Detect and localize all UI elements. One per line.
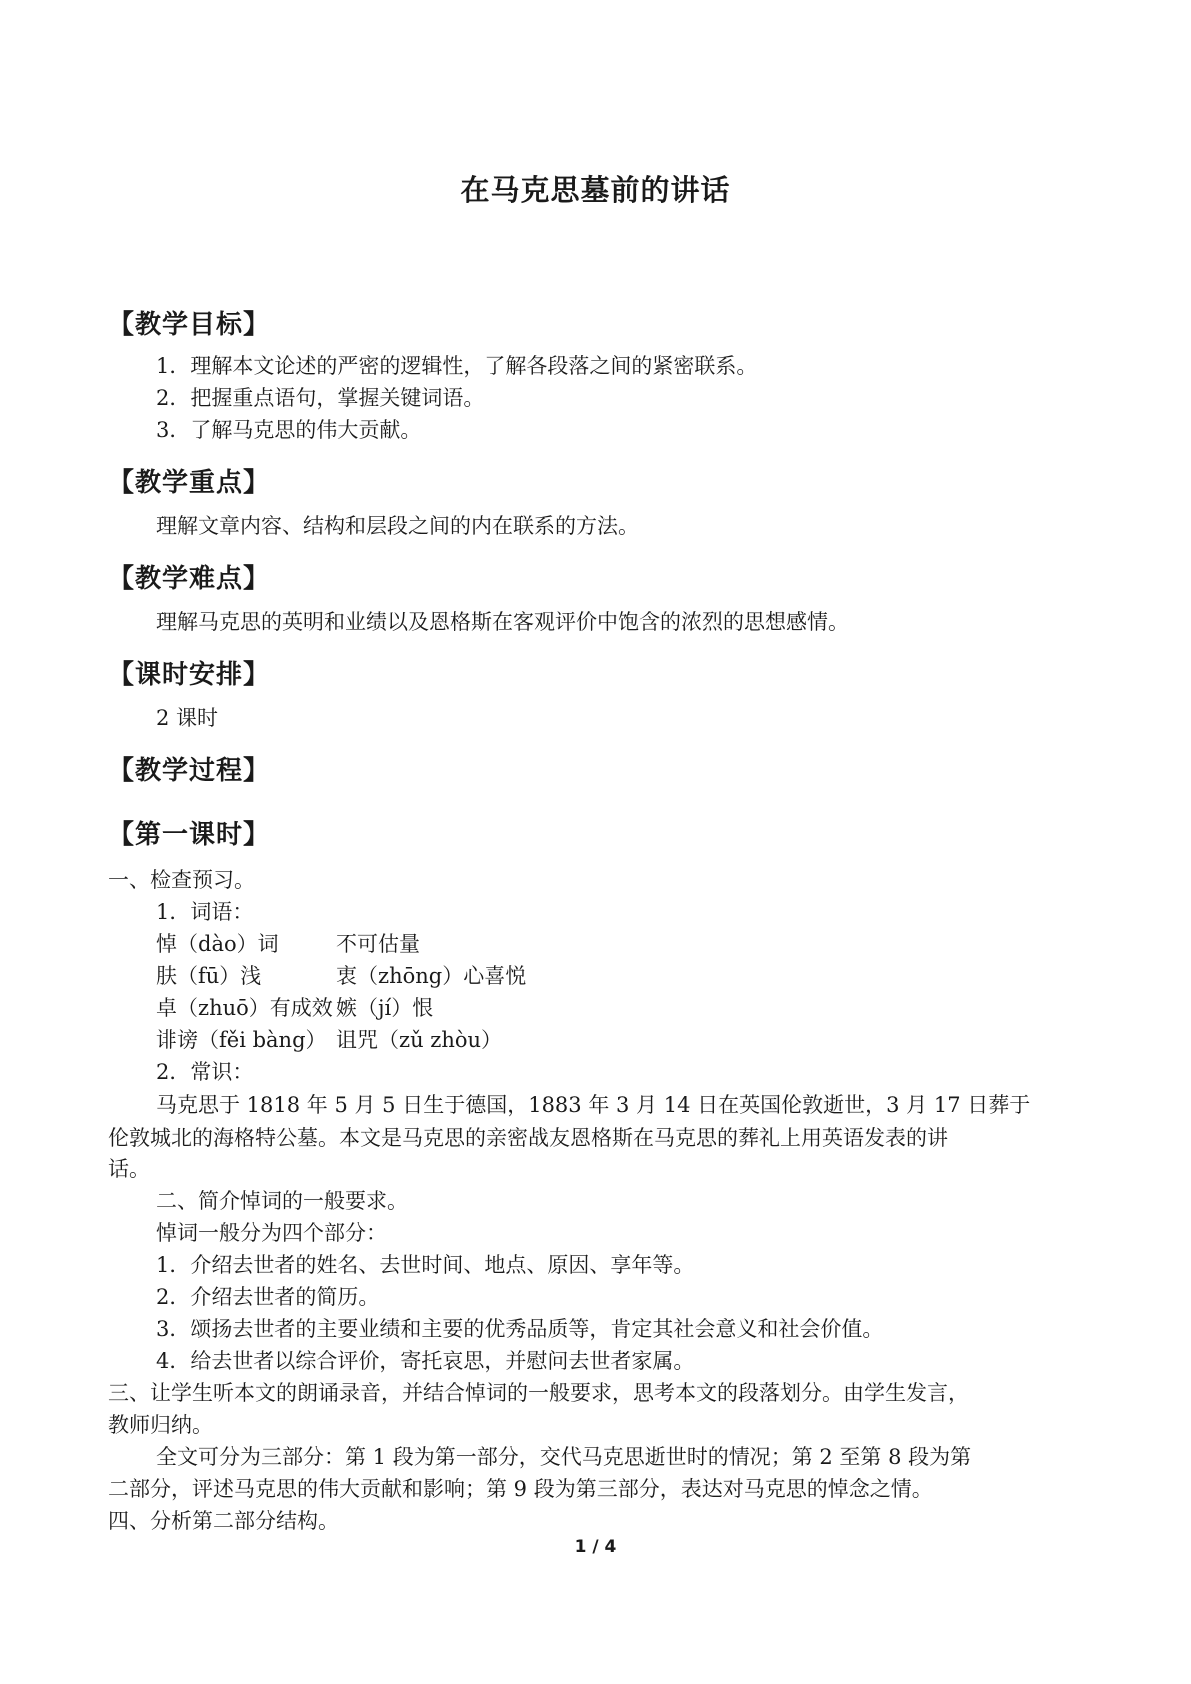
eulogy-part: 1．介绍去世者的姓名、去世时间、地点、原因、享年等。 — [156, 1253, 695, 1277]
goal-item: 3．了解马克思的伟大贡献。 — [156, 418, 422, 442]
vocab-label: 1．词语： — [156, 900, 254, 924]
division-line: 全文可分为三部分：第 1 段为第一部分，交代马克思逝世时的情况；第 2 至第 8 段为第 — [156, 1445, 972, 1469]
vocab-word: 诽谤（fěi bàng） — [156, 1028, 327, 1052]
section-two-heading: 二、简介悼词的一般要求。 — [156, 1189, 408, 1213]
common-text-line: 伦敦城北的海格特公墓。本文是马克思的亲密战友恩格斯在马克思的葬礼上用英语发表的讲 — [108, 1126, 948, 1150]
eulogy-intro: 悼词一般分为四个部分： — [156, 1221, 387, 1245]
section-three-line: 三、让学生听本文的朗诵录音，并结合悼词的一般要求，思考本文的段落划分。由学生发言， — [108, 1381, 969, 1405]
eulogy-part: 4．给去世者以综合评价，寄托哀思，并慰问去世者家属。 — [156, 1349, 695, 1373]
vocab-word: 嫉（jí）恨 — [336, 996, 434, 1020]
page-number: 1 / 4 — [574, 1537, 617, 1557]
difficulty-text: 理解马克思的英明和业绩以及恩格斯在客观评价中饱含的浓烈的思想感情。 — [156, 610, 849, 634]
schedule-text: 2 课时 — [156, 706, 219, 730]
heading-teaching-difficulty: 【教学难点】 — [108, 564, 271, 594]
vocab-word: 悼（dào）词 — [156, 932, 279, 956]
section-four-heading: 四、分析第二部分结构。 — [108, 1509, 339, 1533]
goal-item: 1．理解本文论述的严密的逻辑性，了解各段落之间的紧密联系。 — [156, 354, 758, 378]
heading-lesson-one: 【第一课时】 — [108, 820, 271, 850]
vocab-row — [156, 994, 433, 1022]
heading-teaching-process: 【教学过程】 — [108, 756, 271, 786]
common-label: 2．常识： — [156, 1060, 254, 1084]
division-line: 二部分，评述马克思的伟大贡献和影响；第 9 段为第三部分，表达对马克思的悼念之情。 — [108, 1477, 933, 1501]
section-one-heading: 一、检查预习。 — [108, 868, 255, 892]
section-three-line: 教师归纳。 — [108, 1413, 213, 1437]
heading-teaching-key: 【教学重点】 — [108, 468, 271, 498]
vocab-word: 衷（zhōng）心喜悦 — [336, 964, 527, 988]
key-text: 理解文章内容、结构和层段之间的内在联系的方法。 — [156, 514, 639, 538]
document-title: 在马克思墓前的讲话 — [460, 173, 731, 207]
heading-schedule: 【课时安排】 — [108, 660, 271, 690]
vocab-row — [156, 962, 526, 990]
common-text-line: 马克思于 1818 年 5 月 5 日生于德国，1883 年 3 月 14 日在英国伦敦逝世，3 月 17 日葬于 — [156, 1093, 1031, 1117]
vocab-word: 卓（zhuō）有成效 — [156, 996, 333, 1020]
heading-teaching-goals: 【教学目标】 — [108, 310, 271, 340]
eulogy-part: 2．介绍去世者的简历。 — [156, 1285, 380, 1309]
vocab-word: 不可估量 — [336, 932, 420, 956]
eulogy-part: 3．颂扬去世者的主要业绩和主要的优秀品质等，肯定其社会意义和社会价值。 — [156, 1317, 884, 1341]
vocab-row — [156, 930, 420, 958]
vocab-word: 诅咒（zǔ zhòu） — [336, 1028, 503, 1052]
common-text-line: 话。 — [108, 1157, 150, 1181]
goal-item: 2．把握重点语句，掌握关键词语。 — [156, 386, 485, 410]
vocab-row — [156, 1026, 502, 1054]
vocab-word: 肤（fū）浅 — [156, 964, 262, 988]
